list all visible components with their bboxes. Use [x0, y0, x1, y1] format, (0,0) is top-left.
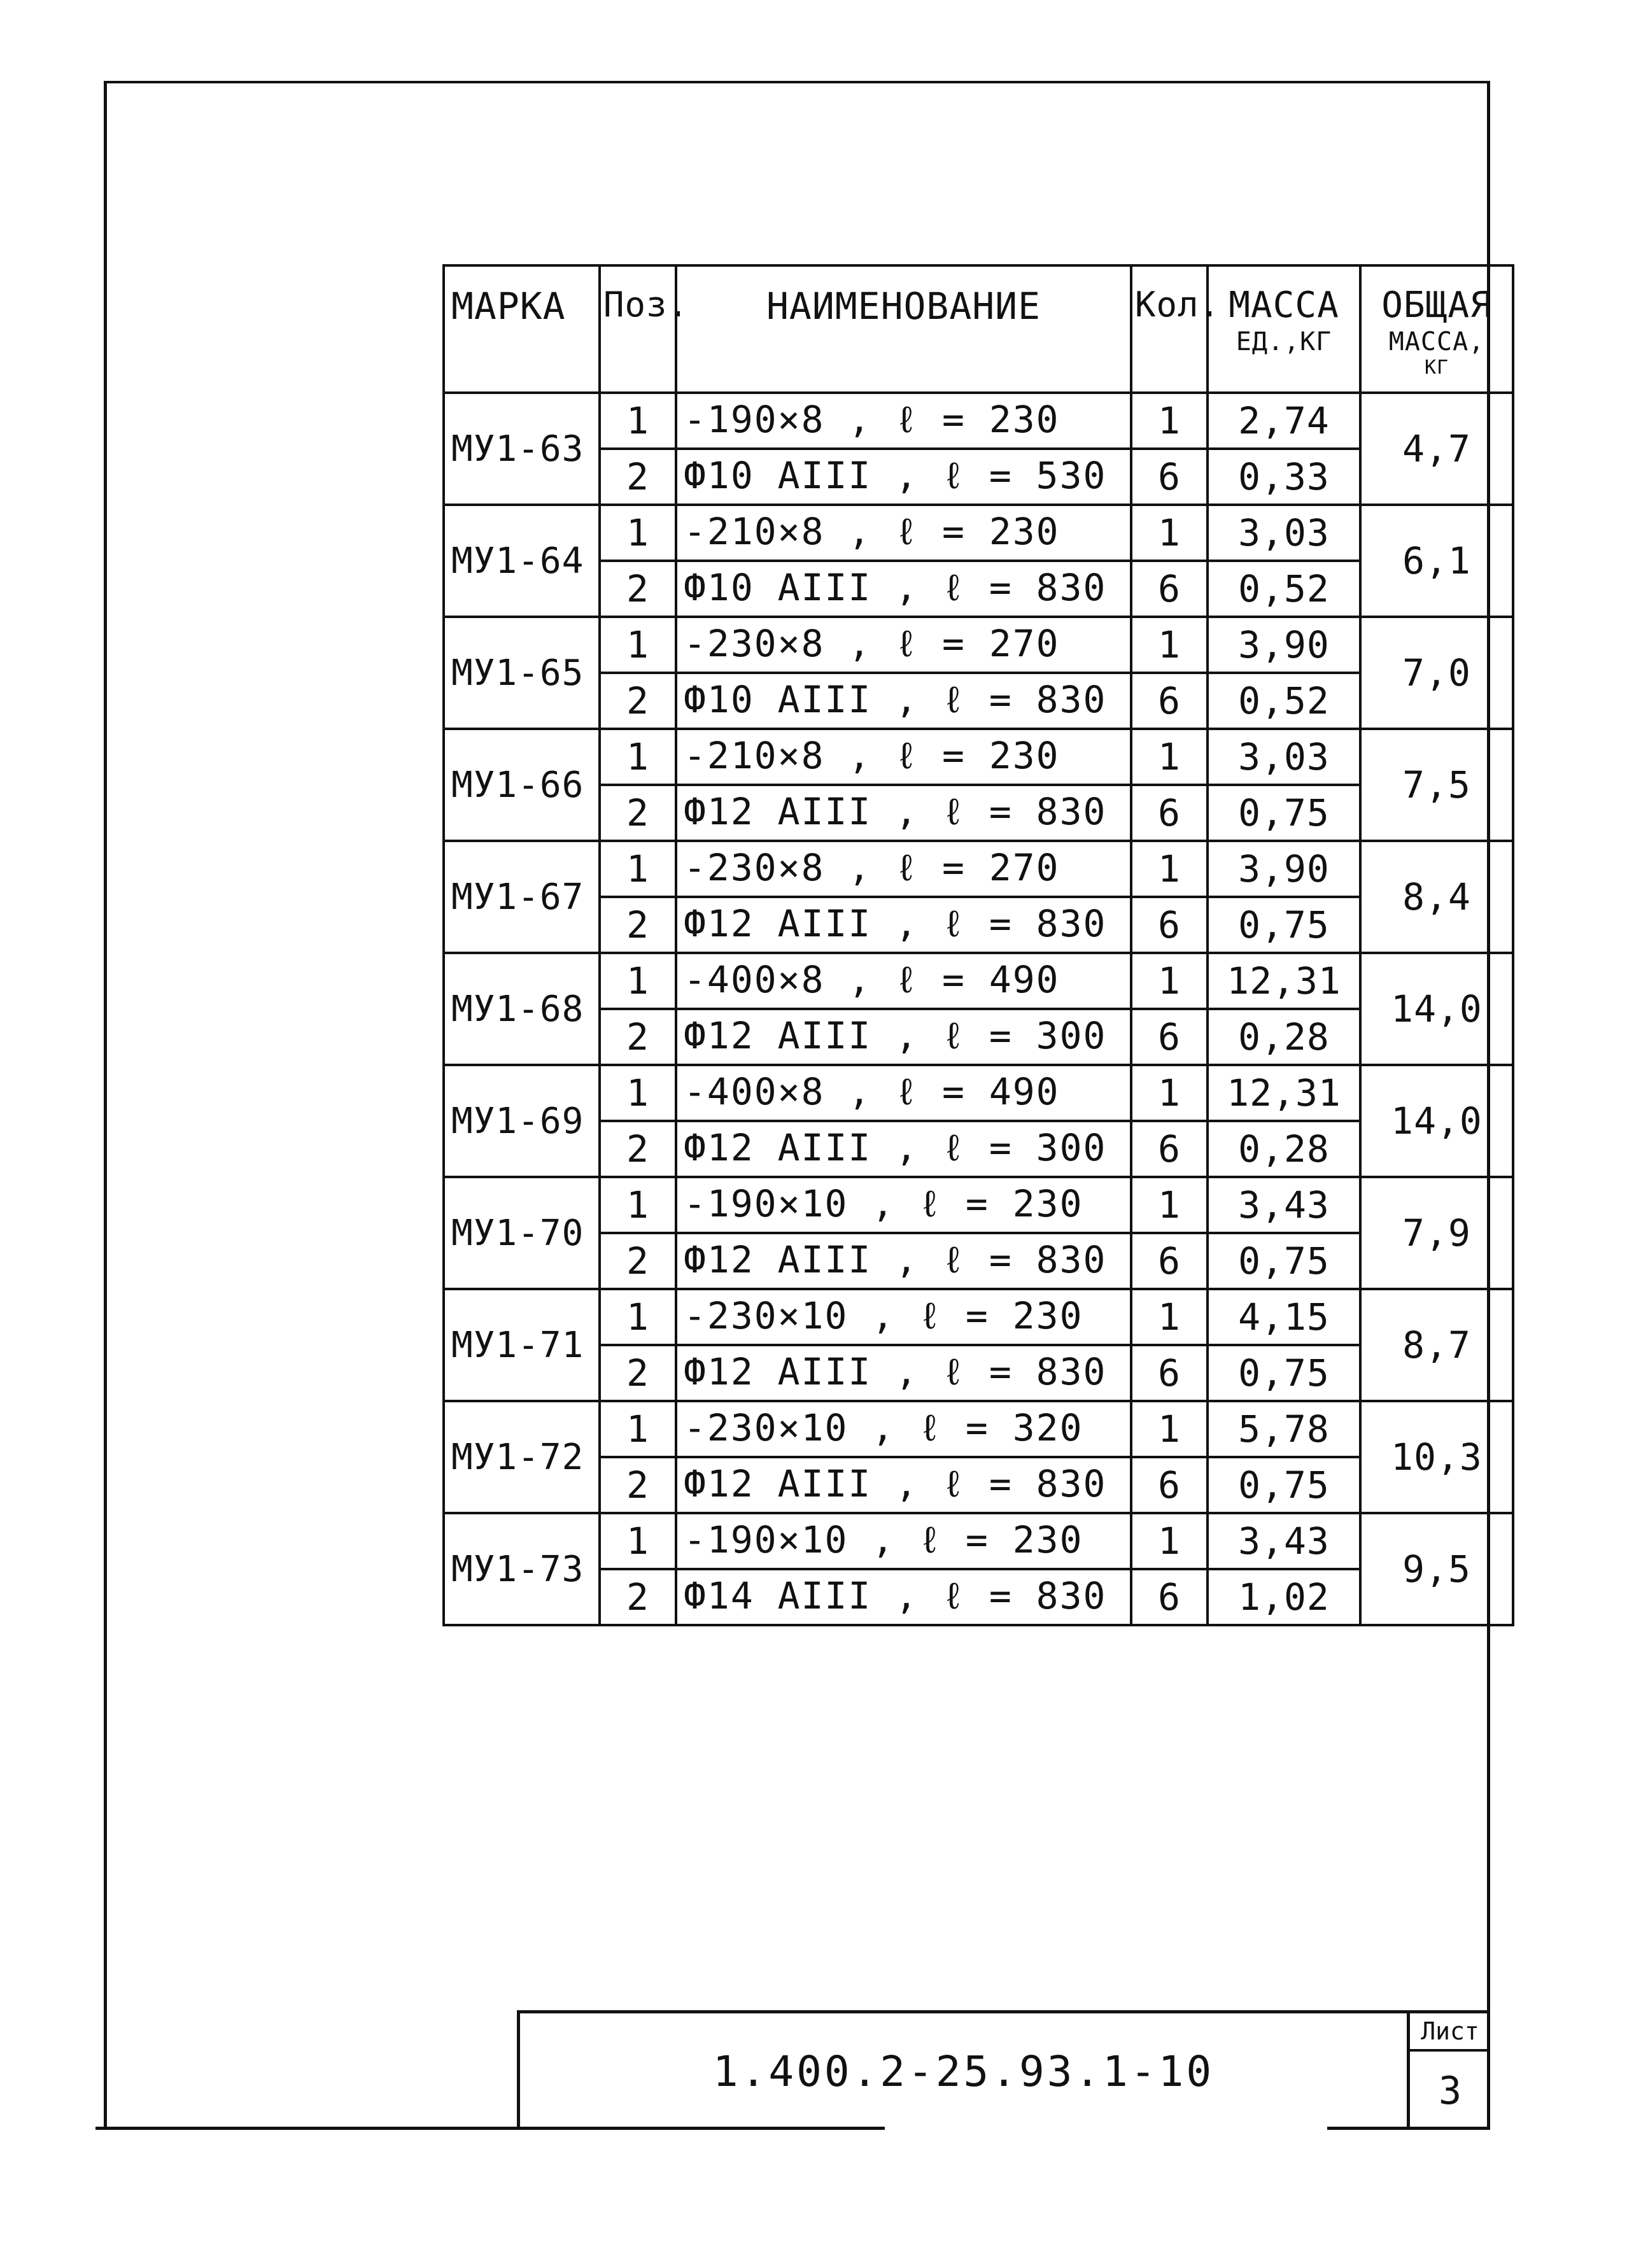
- pos-cell: 2: [600, 1569, 676, 1625]
- unit-mass-cell: 0,28: [1208, 1009, 1360, 1065]
- specification-table: [442, 264, 1514, 1626]
- unit-mass-cell: 0,75: [1208, 897, 1360, 953]
- mark-cell: МУ1-69: [444, 1065, 600, 1177]
- unit-mass-cell: 1,02: [1208, 1569, 1360, 1625]
- name-cell: -210×8 , ℓ = 230: [676, 729, 1131, 785]
- qty-cell: 1: [1131, 953, 1208, 1009]
- name-cell: Ф12 АIII , ℓ = 830: [676, 1233, 1131, 1289]
- mark-cell: МУ1-65: [444, 617, 600, 729]
- unit-mass-cell: 0,75: [1208, 1457, 1360, 1513]
- table-row: [444, 1457, 1513, 1513]
- name-cell: Ф12 АIII , ℓ = 830: [676, 785, 1131, 841]
- unit-mass-cell: 0,28: [1208, 1121, 1360, 1177]
- qty-cell: 1: [1131, 841, 1208, 897]
- qty-cell: 1: [1131, 729, 1208, 785]
- table-header-row: [444, 265, 1513, 393]
- name-cell: Ф12 АIII , ℓ = 830: [676, 1345, 1131, 1401]
- qty-cell: 6: [1131, 1121, 1208, 1177]
- qty-cell: 6: [1131, 785, 1208, 841]
- header-unit-mass: [1208, 265, 1360, 393]
- table-row: [444, 897, 1513, 953]
- qty-cell: 6: [1131, 1009, 1208, 1065]
- pos-cell: 2: [600, 1345, 676, 1401]
- total-mass-cell: 7,0: [1360, 617, 1513, 729]
- total-mass-cell: 14,0: [1360, 953, 1513, 1065]
- unit-mass-cell: 3,43: [1208, 1177, 1360, 1233]
- total-mass-cell: 4,7: [1360, 393, 1513, 505]
- sheet-label: Лист: [1410, 2013, 1490, 2052]
- qty-cell: 1: [1131, 1177, 1208, 1233]
- qty-cell: 6: [1131, 897, 1208, 953]
- mark-cell: МУ1-72: [444, 1401, 600, 1513]
- qty-cell: 6: [1131, 561, 1208, 617]
- qty-cell: 6: [1131, 1457, 1208, 1513]
- unit-mass-cell: 0,52: [1208, 673, 1360, 729]
- pos-cell: 2: [600, 1233, 676, 1289]
- pos-cell: 1: [600, 1289, 676, 1345]
- pos-cell: 1: [600, 617, 676, 673]
- document-designation: 1.400.2-25.93.1-10: [712, 2047, 1215, 2096]
- table-row: [444, 1401, 1513, 1457]
- pos-cell: 2: [600, 897, 676, 953]
- name-cell: -230×8 , ℓ = 270: [676, 841, 1131, 897]
- name-cell: Ф10 АIII , ℓ = 830: [676, 561, 1131, 617]
- mark-cell: МУ1-71: [444, 1289, 600, 1401]
- name-cell: Ф14 АIII , ℓ = 830: [676, 1569, 1131, 1625]
- pos-cell: 2: [600, 673, 676, 729]
- pos-cell: 1: [600, 393, 676, 449]
- qty-cell: 6: [1131, 1233, 1208, 1289]
- table-row: [444, 1009, 1513, 1065]
- mark-cell: МУ1-68: [444, 953, 600, 1065]
- total-mass-cell: 14,0: [1360, 1065, 1513, 1177]
- unit-mass-cell: 4,15: [1208, 1289, 1360, 1345]
- name-cell: Ф10 АIII , ℓ = 830: [676, 673, 1131, 729]
- total-mass-cell: 10,3: [1360, 1401, 1513, 1513]
- total-mass-cell: 8,7: [1360, 1289, 1513, 1401]
- table-row: [444, 673, 1513, 729]
- unit-mass-cell: 3,03: [1208, 505, 1360, 561]
- header-total-mass-line1: ОБЩАЯ: [1381, 285, 1492, 326]
- name-cell: -190×8 , ℓ = 230: [676, 393, 1131, 449]
- mark-cell: МУ1-73: [444, 1513, 600, 1625]
- table-row: [444, 1065, 1513, 1121]
- qty-cell: 1: [1131, 393, 1208, 449]
- qty-cell: 6: [1131, 673, 1208, 729]
- header-unit-mass-line2: ЕД.,КГ: [1236, 327, 1332, 356]
- pos-cell: 1: [600, 1177, 676, 1233]
- name-cell: Ф12 АIII , ℓ = 300: [676, 1009, 1131, 1065]
- header-pos: Поз.: [600, 265, 676, 393]
- table-row: [444, 1233, 1513, 1289]
- name-cell: -400×8 , ℓ = 490: [676, 1065, 1131, 1121]
- unit-mass-cell: 5,78: [1208, 1401, 1360, 1457]
- name-cell: -190×10 , ℓ = 230: [676, 1177, 1131, 1233]
- unit-mass-cell: 3,43: [1208, 1513, 1360, 1569]
- table-row: [444, 1569, 1513, 1625]
- header-total-mass-line2: МАССА,: [1388, 327, 1485, 356]
- unit-mass-cell: 0,33: [1208, 449, 1360, 505]
- qty-cell: 1: [1131, 1065, 1208, 1121]
- sheet-box: [1407, 2013, 1490, 2130]
- table-row: [444, 729, 1513, 785]
- qty-cell: 6: [1131, 1569, 1208, 1625]
- pos-cell: 1: [600, 1065, 676, 1121]
- table-row: [444, 841, 1513, 897]
- table-row: [444, 785, 1513, 841]
- header-name: НАИМЕНОВАНИЕ: [676, 265, 1131, 393]
- table-row: [444, 505, 1513, 561]
- table-row: [444, 393, 1513, 449]
- table-row: [444, 953, 1513, 1009]
- qty-cell: 1: [1131, 505, 1208, 561]
- pos-cell: 1: [600, 1401, 676, 1457]
- name-cell: -210×8 , ℓ = 230: [676, 505, 1131, 561]
- mark-cell: МУ1-66: [444, 729, 600, 841]
- table-row: [444, 1513, 1513, 1569]
- pos-cell: 1: [600, 729, 676, 785]
- table-body: [444, 393, 1513, 1625]
- pos-cell: 1: [600, 953, 676, 1009]
- qty-cell: 1: [1131, 617, 1208, 673]
- total-mass-cell: 6,1: [1360, 505, 1513, 617]
- unit-mass-cell: 3,90: [1208, 617, 1360, 673]
- qty-cell: 1: [1131, 1401, 1208, 1457]
- header-qty: Кол.: [1131, 265, 1208, 393]
- title-block: [517, 2010, 1490, 2130]
- name-cell: Ф12 АIII , ℓ = 830: [676, 897, 1131, 953]
- table-row: [444, 1121, 1513, 1177]
- pos-cell: 1: [600, 1513, 676, 1569]
- pos-cell: 2: [600, 1457, 676, 1513]
- name-cell: -230×10 , ℓ = 230: [676, 1289, 1131, 1345]
- pos-cell: 1: [600, 841, 676, 897]
- table-row: [444, 449, 1513, 505]
- name-cell: -400×8 , ℓ = 490: [676, 953, 1131, 1009]
- qty-cell: 6: [1131, 1345, 1208, 1401]
- pos-cell: 2: [600, 561, 676, 617]
- total-mass-cell: 7,5: [1360, 729, 1513, 841]
- qty-cell: 1: [1131, 1513, 1208, 1569]
- pos-cell: 2: [600, 1121, 676, 1177]
- header-total-mass: [1360, 265, 1513, 393]
- unit-mass-cell: 3,03: [1208, 729, 1360, 785]
- mark-cell: МУ1-63: [444, 393, 600, 505]
- name-cell: -230×10 , ℓ = 320: [676, 1401, 1131, 1457]
- total-mass-cell: 7,9: [1360, 1177, 1513, 1289]
- unit-mass-cell: 12,31: [1208, 953, 1360, 1009]
- pos-cell: 2: [600, 449, 676, 505]
- name-cell: Ф10 АIII , ℓ = 530: [676, 449, 1131, 505]
- mark-cell: МУ1-70: [444, 1177, 600, 1289]
- mark-cell: МУ1-64: [444, 505, 600, 617]
- name-cell: Ф12 АIII , ℓ = 830: [676, 1457, 1131, 1513]
- table-row: [444, 617, 1513, 673]
- unit-mass-cell: 3,90: [1208, 841, 1360, 897]
- total-mass-cell: 9,5: [1360, 1513, 1513, 1625]
- qty-cell: 1: [1131, 1289, 1208, 1345]
- name-cell: -190×10 , ℓ = 230: [676, 1513, 1131, 1569]
- header-mark: МАРКА: [444, 265, 600, 393]
- qty-cell: 6: [1131, 449, 1208, 505]
- pos-cell: 2: [600, 1009, 676, 1065]
- pos-cell: 1: [600, 505, 676, 561]
- pos-cell: 2: [600, 785, 676, 841]
- name-cell: Ф12 АIII , ℓ = 300: [676, 1121, 1131, 1177]
- unit-mass-cell: 0,75: [1208, 1233, 1360, 1289]
- sheet-number: 3: [1438, 2068, 1462, 2113]
- unit-mass-cell: 0,75: [1208, 785, 1360, 841]
- total-mass-cell: 8,4: [1360, 841, 1513, 953]
- header-total-mass-line3: КГ: [1424, 356, 1449, 379]
- table-row: [444, 1177, 1513, 1233]
- unit-mass-cell: 0,52: [1208, 561, 1360, 617]
- header-unit-mass-line1: МАССА: [1229, 285, 1339, 326]
- table-row: [444, 1289, 1513, 1345]
- mark-cell: МУ1-67: [444, 841, 600, 953]
- table-row: [444, 1345, 1513, 1401]
- unit-mass-cell: 0,75: [1208, 1345, 1360, 1401]
- unit-mass-cell: 2,74: [1208, 393, 1360, 449]
- unit-mass-cell: 12,31: [1208, 1065, 1360, 1121]
- table-row: [444, 561, 1513, 617]
- name-cell: -230×8 , ℓ = 270: [676, 617, 1131, 673]
